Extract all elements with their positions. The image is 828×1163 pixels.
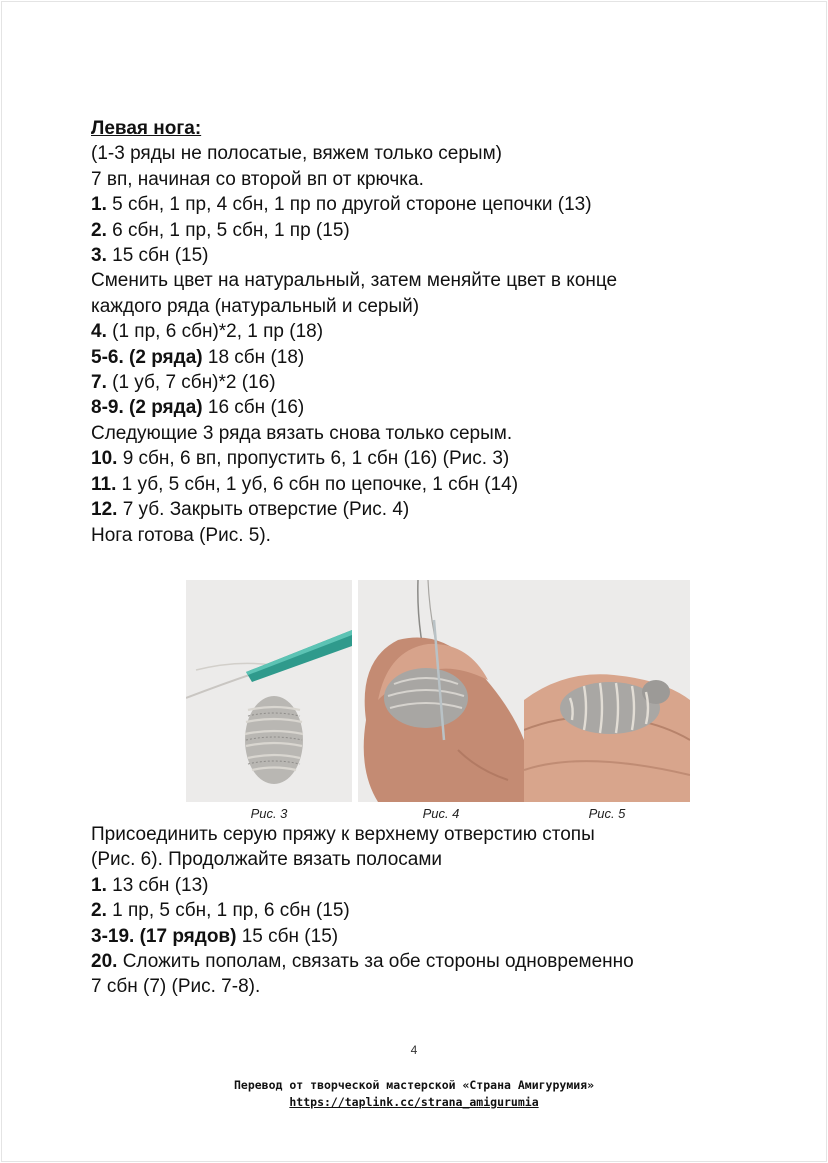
row-number: 20. — [91, 951, 118, 973]
row-line: 3-19. (17 рядов) 15 сбн (15) — [91, 925, 339, 947]
figure-3 — [186, 580, 352, 821]
footer-link[interactable]: https://taplink.cc/strana_amigurumia — [289, 1095, 539, 1109]
line: Нога готова (Рис. 5). — [91, 524, 271, 546]
footer-credit: Перевод от творческой мастерской «Страна Амигурумия» — [233, 1078, 595, 1092]
row-number: 3. — [91, 245, 107, 267]
row-line: 1. 5 сбн, 1 пр, 4 сбн, 1 пр по другой стороне цепочки (13) — [91, 194, 592, 216]
photo-strip — [186, 580, 690, 825]
page-number: 4 — [410, 1043, 418, 1057]
pattern-text — [91, 116, 751, 548]
row-number: 11. — [91, 473, 117, 495]
finished-foot-photo — [524, 580, 690, 802]
row-line: 5-6. (2 ряда) 18 сбн (18) — [91, 346, 305, 368]
row-number: 10. — [91, 448, 118, 470]
line: (1-3 ряды не полосатые, вяжем только серым) — [91, 143, 502, 165]
hand-holding-foot-photo — [358, 580, 524, 802]
row-line: 7. (1 уб, 7 сбн)*2 (16) — [91, 372, 276, 394]
row-line: 11. 1 уб, 5 сбн, 1 уб, 6 сбн по цепочке, 1 сбн (14) — [91, 473, 519, 495]
row-line: 1. 13 сбн (13) — [91, 874, 209, 896]
row-number: 2. — [91, 219, 107, 241]
line: Следующие 3 ряда вязать снова только серым. — [91, 422, 513, 444]
row-number: 7. — [91, 372, 107, 394]
section-heading: Левая нога: — [91, 118, 202, 139]
line: Сменить цвет на натуральный, затем меняйте цвет в конце — [91, 270, 618, 292]
row-number: 8-9. (2 ряда) — [91, 397, 203, 419]
row-line: 10. 9 сбн, 6 вп, пропустить 6, 1 сбн (16) (Рис. 3) — [91, 448, 510, 470]
crochet-hook-photo — [186, 580, 352, 802]
row-line: 2. 1 пр, 5 сбн, 1 пр, 6 сбн (15) — [91, 900, 350, 922]
row-number: 2. — [91, 900, 107, 922]
row-line: 4. (1 пр, 6 сбн)*2, 1 пр (18) — [91, 321, 324, 343]
row-number: 3-19. (17 рядов) — [91, 925, 237, 947]
row-line: 3. 15 сбн (15) — [91, 245, 209, 267]
figure-caption: Рис. 5 — [588, 806, 626, 821]
line: (Рис. 6). Продолжайте вязать полосами — [91, 849, 442, 871]
row-line: 12. 7 уб. Закрыть отверстие (Рис. 4) — [91, 499, 410, 521]
line: каждого ряда (натуральный и серый) — [91, 295, 420, 317]
figure-caption: Рис. 4 — [422, 806, 460, 821]
row-line: 20. Сложить пополам, связать за обе стороны одновременно — [91, 951, 634, 973]
line: 7 вп, начиная со второй вп от крючка. — [91, 168, 424, 190]
line: 7 сбн (7) (Рис. 7-8). — [91, 976, 261, 998]
figure-caption: Рис. 3 — [250, 806, 288, 821]
figure-4 — [358, 580, 524, 821]
row-number: 12. — [91, 499, 118, 521]
pattern-text-continued — [91, 822, 751, 1000]
row-number: 4. — [91, 321, 107, 343]
figure-5 — [524, 580, 690, 821]
row-line: 8-9. (2 ряда) 16 сбн (16) — [91, 397, 305, 419]
line: Присоединить серую пряжу к верхнему отверстию стопы — [91, 824, 595, 845]
row-number: 5-6. (2 ряда) — [91, 346, 203, 368]
row-number: 1. — [91, 194, 107, 216]
row-line: 2. 6 сбн, 1 пр, 5 сбн, 1 пр (15) — [91, 219, 350, 241]
footer — [0, 1077, 828, 1111]
row-number: 1. — [91, 874, 107, 896]
